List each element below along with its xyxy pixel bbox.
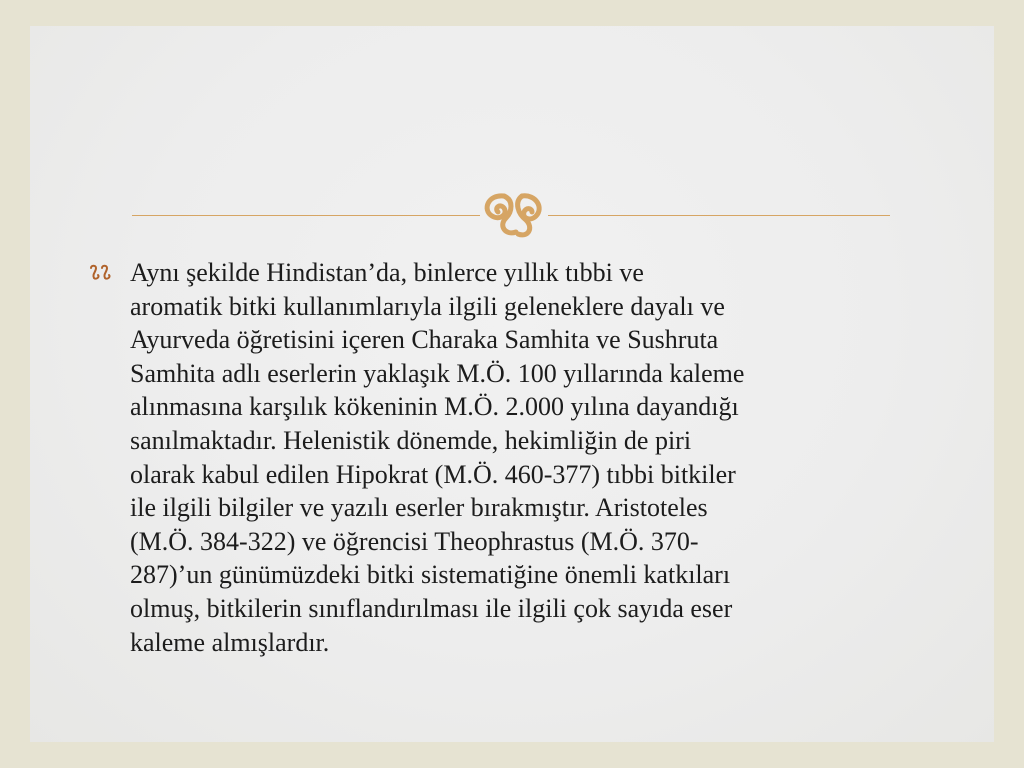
paragraph-line: kaleme almışlardır.: [130, 627, 330, 657]
paragraph-line: sanılmaktadır. Helenistik dönemde, hekimliğin de piri: [130, 425, 692, 455]
double-s-swirl-ornament-icon: [478, 188, 550, 240]
paragraph-line: (M.Ö. 384-322) ve öğrencisi Theophrastus (M.Ö. 370-: [130, 526, 699, 556]
paragraph-line: Samhita adlı eserlerin yaklaşık M.Ö. 100 yıllarında kaleme: [130, 358, 745, 388]
bullet-item: [88, 256, 958, 659]
paragraph-line: alınmasına karşılık kökeninin M.Ö. 2.000 yılına dayandığı: [130, 392, 739, 422]
double-hook-bullet-icon: [88, 256, 130, 288]
paragraph-line: Ayurveda öğretisini içeren Charaka Samhita ve Sushruta: [130, 325, 719, 355]
divider-line-left: [132, 215, 480, 216]
slide-body: [88, 256, 958, 659]
paragraph-line: 287)’un günümüzdeki bitki sistematiğine önemli katkıları: [130, 560, 731, 590]
paragraph-line: olmuş, bitkilerin sınıflandırılması ile ilgili çok sayıda eser: [130, 593, 733, 623]
bullet-paragraph: [130, 256, 744, 659]
paragraph-line: olarak kabul edilen Hipokrat (M.Ö. 460-377) tıbbi bitkiler: [130, 459, 736, 489]
divider-line-right: [548, 215, 890, 216]
paragraph-line: ile ilgili bilgiler ve yazılı eserler bırakmıştır. Aristoteles: [130, 493, 708, 523]
paragraph-line: aromatik bitki kullanımlarıyla ilgili geleneklere dayalı ve: [130, 291, 725, 321]
paragraph-line: Aynı şekilde Hindistan’da, binlerce yıllık tıbbi ve: [130, 258, 644, 287]
